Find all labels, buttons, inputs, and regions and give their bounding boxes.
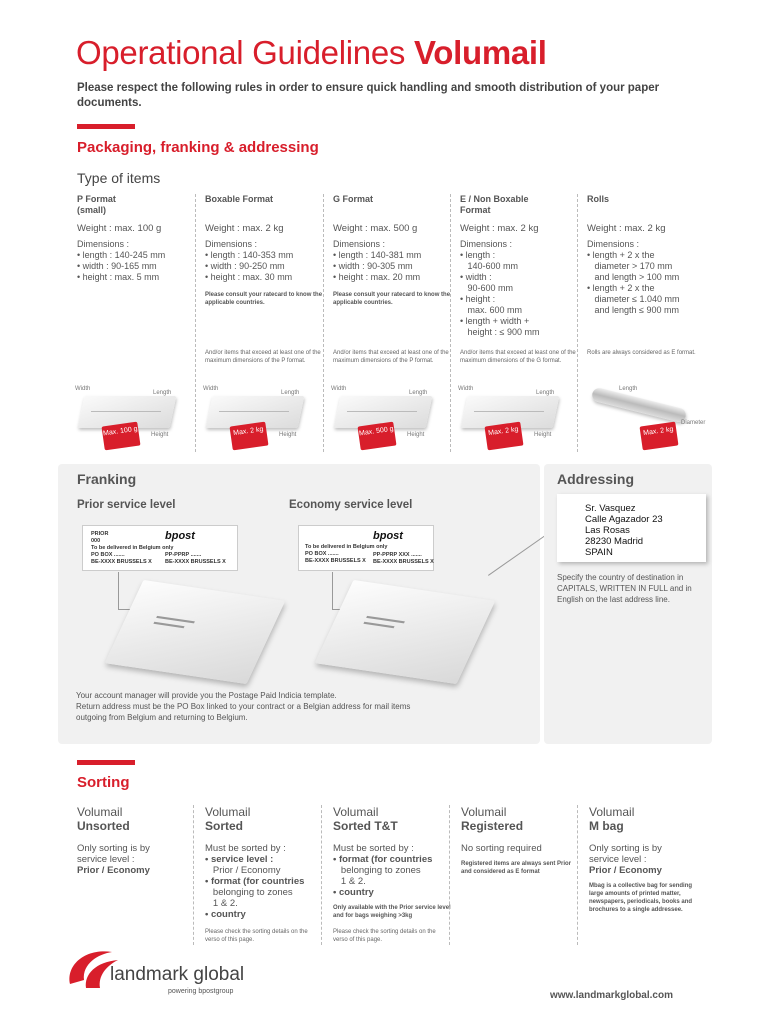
sorting-line: Prior / Economy (77, 865, 150, 876)
sorting-line: • service level : (205, 854, 274, 865)
sorting-rules (461, 843, 579, 854)
column-divider (577, 194, 578, 452)
sorting-product-variant: M bag (589, 819, 624, 833)
sorting-line: Prior / Economy (205, 865, 281, 876)
dimension-line: • height : max. 20 mm (333, 272, 421, 282)
dimension-line: • height : (460, 294, 496, 304)
length-label: Length (281, 390, 300, 396)
sorting-product-name: Volumail (589, 805, 635, 819)
sorting-rules (333, 843, 451, 898)
addressing-title: Addressing (557, 471, 635, 487)
dimension-line: Dimensions : (333, 239, 386, 249)
envelope-flap (91, 398, 161, 412)
sorting-column (77, 805, 195, 876)
sorting-bold-note: Only available with the Prior service level and for bags weighing >3kg (333, 905, 451, 919)
dimension-line: • length : 140-245 mm (77, 250, 166, 260)
address-line: SPAIN (585, 547, 613, 558)
item-type-dimensions (205, 239, 331, 283)
types-title: Type of items (77, 170, 161, 186)
roll-illustration (583, 386, 706, 448)
address-line: Calle Agazador 23 (585, 514, 663, 525)
item-type-dimensions (77, 239, 203, 283)
width-label: Width (331, 386, 347, 392)
item-type-weight: Weight : max. 2 kg (587, 223, 666, 234)
logo-text: landmark global (110, 964, 245, 985)
column-divider (450, 194, 451, 452)
length-label: Length (536, 390, 555, 396)
dimension-line: • height : max. 30 mm (205, 272, 293, 282)
sorting-product-name: Volumail (333, 805, 379, 819)
column-divider (321, 805, 322, 945)
dimension-line: Dimensions : (77, 239, 130, 249)
prior-stamp (82, 525, 238, 571)
address-sample (557, 494, 706, 562)
sorting-line: No sorting required (461, 843, 542, 854)
dimension-line: and length > 100 mm (587, 272, 680, 282)
dimension-line: • length + 2 x the (587, 283, 655, 293)
address-line: Sr. Vasquez (585, 503, 636, 514)
item-type-subnote: And/or items that exceed at least one of the maximum dimensions of the G format. (460, 350, 576, 364)
dimension-line: Dimensions : (205, 239, 258, 249)
sorting-product-variant: Unsorted (77, 819, 130, 833)
dimension-line: height : ≤ 900 mm (460, 327, 540, 337)
envelope-illustration (73, 386, 193, 448)
envelope-flap (474, 398, 544, 412)
diameter-label: Diameter (681, 420, 706, 426)
sorting-rules (77, 843, 195, 876)
franking-note: Your account manager will provide you the Postage Paid Indicia template. Return address must be the PO Box linked to your contract or a Belgian address for mail items outgoing from Belgium and returning to Belgium. (76, 691, 411, 722)
intro-text: Please respect the following rules in order to ensure quick handling and smooth distribution of your paper documents. (77, 82, 660, 109)
envelope-illustration (329, 386, 449, 448)
sorting-line: • format (for countries (333, 854, 433, 865)
item-type-subnote: Rolls are always considered as E format. (587, 350, 696, 356)
height-label: Height (279, 432, 297, 438)
column-divider (195, 194, 196, 452)
sorting-column (205, 805, 323, 944)
sorting-line: Only sorting is by (589, 843, 662, 854)
dimension-line: • width : 90-250 mm (205, 261, 285, 271)
red-divider (77, 760, 135, 765)
dimension-line: diameter > 170 mm (587, 261, 673, 271)
prior-service-label: Prior service level (77, 499, 176, 511)
item-type-name: E / Non Boxable Format (460, 194, 529, 215)
item-type-name: P Format (small) (77, 194, 116, 215)
addressing-note: Specify the country of destination in CAPITALS, WRITTEN IN FULL and in English on the last address line. (557, 573, 692, 604)
item-type-note: Please consult your ratecard to know the applicable countries. (333, 292, 451, 306)
address-line: 28230 Madrid (585, 536, 644, 547)
width-label: Width (75, 386, 91, 392)
dimension-line: • length : 140-381 mm (333, 250, 422, 260)
sorting-column (333, 805, 451, 944)
sorting-product-variant: Sorted (205, 819, 244, 833)
sorting-line: Prior / Economy (589, 865, 662, 876)
sorting-note: Please check the sorting details on the verso of this page. (333, 929, 436, 943)
sorting-line: 1 & 2. (205, 898, 238, 909)
item-type-subnote: And/or items that exceed at least one of the maximum dimensions of the P format. (333, 350, 449, 364)
sorting-line: service level : (77, 854, 135, 865)
logo-subtext: powering bpostgroup (168, 988, 234, 995)
item-type-weight: Weight : max. 2 kg (460, 223, 539, 234)
sorting-line: belonging to zones (333, 865, 421, 876)
height-label: Height (151, 432, 169, 438)
item-type-dimensions (460, 239, 586, 338)
dimension-line: • width : 90-165 mm (77, 261, 157, 271)
dimension-line: • length + width + (460, 316, 530, 326)
item-type-name: Boxable Format (205, 194, 274, 204)
envelope-flap (347, 398, 417, 412)
length-label: Length (153, 390, 172, 396)
item-type-dimensions (333, 239, 459, 283)
length-label: Length (409, 390, 428, 396)
column-divider (577, 805, 578, 945)
sorting-rules (589, 843, 707, 876)
packaging-title: Packaging, franking & addressing (77, 139, 319, 156)
max-weight-badge: Max. 500 g (358, 422, 397, 451)
dimension-line: 140-600 mm (460, 261, 519, 271)
economy-stamp-left: To be delivered in Belgium only PO BOX ....... BE-XXXX BRUSSELS X (305, 544, 388, 564)
sorting-note: Please check the sorting details on the verso of this page. (205, 929, 308, 943)
item-type-weight: Weight : max. 500 g (333, 223, 418, 234)
landmark-logo (64, 940, 254, 1000)
dimension-line: • length : (460, 250, 496, 260)
dimension-line: Dimensions : (587, 239, 640, 249)
width-label: Width (203, 386, 219, 392)
column-divider (323, 194, 324, 452)
bpost-logo: bpost (165, 530, 195, 542)
dimension-line: max. 600 mm (460, 305, 523, 315)
column-divider (193, 805, 194, 945)
max-weight-badge: Max. 2 kg (640, 422, 679, 451)
sorting-line: 1 & 2. (333, 876, 366, 887)
sorting-bold-note: Registered items are always sent Prior and considered as E format (461, 861, 572, 875)
roll-shape (591, 387, 688, 424)
prior-stamp-right: PP-PPRP ....... BE-XXXX BRUSSELS X (165, 552, 226, 565)
item-type-weight: Weight : max. 2 kg (205, 223, 284, 234)
sorting-product-name: Volumail (461, 805, 507, 819)
prior-stamp-left: PRIOR 000 To be delivered in Belgium only PO BOX ....... BE-XXXX BRUSSELS X (91, 531, 174, 565)
bpost-logo: bpost (373, 530, 403, 542)
dimension-line: • height : max. 5 mm (77, 272, 160, 282)
sorting-line: service level : (589, 854, 647, 865)
length-label: Length (619, 386, 638, 392)
envelope-illustration (201, 386, 321, 448)
sorting-bold-note: Mbag is a collective bag for sending large amounts of printed matter, newspapers, periodicals, books and brochures to a single addressee. (589, 883, 693, 913)
sorting-product-name: Volumail (205, 805, 251, 819)
sorting-line: • country (205, 909, 246, 920)
max-weight-badge: Max. 2 kg (485, 422, 524, 451)
economy-stamp-right: PP-PPRP XXX ....... BE-XXXX BRUSSELS X (373, 552, 434, 565)
dimension-line: Dimensions : (460, 239, 513, 249)
max-weight-badge: Max. 100 g (102, 422, 141, 451)
sorting-line: • format (for countries (205, 876, 305, 887)
max-weight-badge: Max. 2 kg (230, 422, 269, 451)
dimension-line: • length : 140-353 mm (205, 250, 294, 260)
address-line: Las Rosas (585, 525, 630, 536)
item-type-weight: Weight : max. 100 g (77, 223, 162, 234)
item-type-name: Rolls (587, 194, 610, 204)
red-divider (77, 124, 135, 129)
height-label: Height (407, 432, 425, 438)
dimension-line: • length + 2 x the (587, 250, 655, 260)
economy-service-label: Economy service level (289, 499, 413, 511)
height-label: Height (534, 432, 552, 438)
dimension-line: • width : 90-305 mm (333, 261, 413, 271)
sorting-line: belonging to zones (205, 887, 293, 898)
sorting-line: Must be sorted by : (205, 843, 286, 854)
franking-title: Franking (77, 471, 137, 487)
page-title: Operational Guidelines Volumail (76, 34, 547, 71)
sorting-rules (205, 843, 323, 920)
dimension-line: 90-600 mm (460, 283, 514, 293)
sorting-line: • country (333, 887, 374, 898)
sorting-title: Sorting (77, 774, 130, 791)
width-label: Width (458, 386, 474, 392)
sorting-column (461, 805, 579, 876)
sorting-line: Only sorting is by (77, 843, 150, 854)
dimension-line: • width : (460, 272, 492, 282)
sorting-column (589, 805, 707, 914)
envelope-illustration (456, 386, 576, 448)
sorting-product-variant: Registered (461, 819, 524, 833)
dimension-line: and length ≤ 900 mm (587, 305, 679, 315)
column-divider (449, 805, 450, 945)
item-type-note: Please consult your ratecard to know the applicable countries. (205, 292, 323, 306)
envelope-flap (219, 398, 289, 412)
item-type-dimensions (587, 239, 713, 316)
economy-stamp (298, 525, 434, 571)
website-link[interactable]: www.landmarkglobal.com (550, 990, 673, 1001)
item-type-name: G Format (333, 194, 374, 204)
sorting-product-variant: Sorted T&T (333, 819, 398, 833)
sorting-line: Must be sorted by : (333, 843, 414, 854)
dimension-line: diameter ≤ 1.040 mm (587, 294, 680, 304)
sorting-product-name: Volumail (77, 805, 123, 819)
item-type-subnote: And/or items that exceed at least one of the maximum dimensions of the P format. (205, 350, 321, 364)
